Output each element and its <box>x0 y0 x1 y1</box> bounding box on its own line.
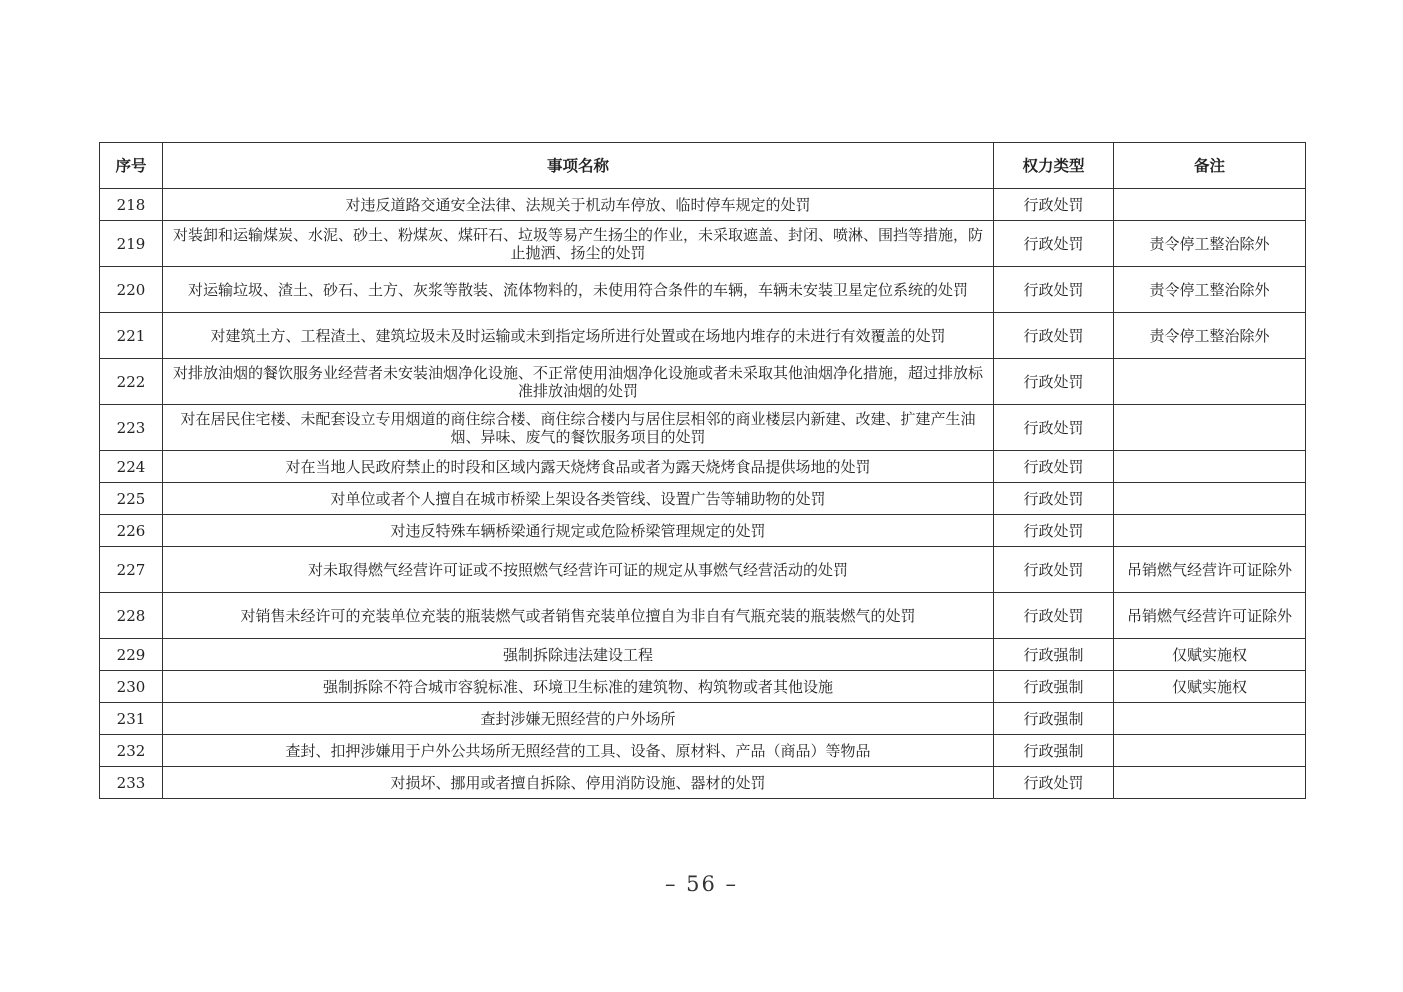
row-seq: 224 <box>100 451 163 483</box>
table-row <box>100 593 1306 639</box>
row-remarks <box>1114 405 1306 451</box>
row-remarks: 吊销燃气经营许可证除外 <box>1114 547 1306 593</box>
row-power-type: 行政处罚 <box>994 405 1114 451</box>
row-item-name: 对损坏、挪用或者擅自拆除、停用消防设施、器材的处罚 <box>163 767 994 799</box>
row-seq: 229 <box>100 639 163 671</box>
header-item-name: 事项名称 <box>163 143 994 189</box>
row-item-name: 对装卸和运输煤炭、水泥、砂土、粉煤灰、煤矸石、垃圾等易产生扬尘的作业，未采取遮盖、封闭、喷淋、围挡等措施，防止抛洒、扬尘的处罚 <box>163 221 994 267</box>
row-remarks: 责令停工整治除外 <box>1114 313 1306 359</box>
row-item-name: 对排放油烟的餐饮服务业经营者未安装油烟净化设施、不正常使用油烟净化设施或者未采取其他油烟净化措施，超过排放标准排放油烟的处罚 <box>163 359 994 405</box>
row-seq: 220 <box>100 267 163 313</box>
table-row <box>100 547 1306 593</box>
row-power-type: 行政强制 <box>994 639 1114 671</box>
row-remarks <box>1114 359 1306 405</box>
row-remarks <box>1114 735 1306 767</box>
row-seq: 230 <box>100 671 163 703</box>
row-item-name: 对建筑土方、工程渣土、建筑垃圾未及时运输或未到指定场所进行处置或在场地内堆存的未进行有效覆盖的处罚 <box>163 313 994 359</box>
row-item-name: 对运输垃圾、渣土、砂石、土方、灰浆等散装、流体物料的，未使用符合条件的车辆，车辆未安装卫星定位系统的处罚 <box>163 267 994 313</box>
table-row <box>100 767 1306 799</box>
table-row <box>100 189 1306 221</box>
row-seq: 218 <box>100 189 163 221</box>
table-row <box>100 671 1306 703</box>
row-power-type: 行政处罚 <box>994 313 1114 359</box>
row-remarks: 责令停工整治除外 <box>1114 221 1306 267</box>
items-table <box>99 142 1306 799</box>
row-seq: 233 <box>100 767 163 799</box>
row-power-type: 行政处罚 <box>994 767 1114 799</box>
row-item-name: 对在当地人民政府禁止的时段和区域内露天烧烤食品或者为露天烧烤食品提供场地的处罚 <box>163 451 994 483</box>
row-power-type: 行政处罚 <box>994 593 1114 639</box>
row-item-name: 对违反道路交通安全法律、法规关于机动车停放、临时停车规定的处罚 <box>163 189 994 221</box>
row-seq: 231 <box>100 703 163 735</box>
table-row <box>100 313 1306 359</box>
row-item-name: 对单位或者个人擅自在城市桥梁上架设各类管线、设置广告等辅助物的处罚 <box>163 483 994 515</box>
row-remarks <box>1114 189 1306 221</box>
row-power-type: 行政处罚 <box>994 515 1114 547</box>
row-item-name: 强制拆除违法建设工程 <box>163 639 994 671</box>
row-power-type: 行政处罚 <box>994 221 1114 267</box>
row-remarks: 仅赋实施权 <box>1114 639 1306 671</box>
table-row <box>100 359 1306 405</box>
table-row <box>100 703 1306 735</box>
table-row <box>100 221 1306 267</box>
row-seq: 232 <box>100 735 163 767</box>
row-remarks <box>1114 515 1306 547</box>
table-row <box>100 451 1306 483</box>
row-seq: 221 <box>100 313 163 359</box>
row-seq: 223 <box>100 405 163 451</box>
table-row <box>100 267 1306 313</box>
row-seq: 226 <box>100 515 163 547</box>
row-remarks: 仅赋实施权 <box>1114 671 1306 703</box>
table-row <box>100 735 1306 767</box>
row-remarks <box>1114 767 1306 799</box>
row-item-name: 对在居民住宅楼、未配套设立专用烟道的商住综合楼、商住综合楼内与居住层相邻的商业楼层内新建、改建、扩建产生油烟、异味、废气的餐饮服务项目的处罚 <box>163 405 994 451</box>
row-item-name: 对销售未经许可的充装单位充装的瓶装燃气或者销售充装单位擅自为非自有气瓶充装的瓶装燃气的处罚 <box>163 593 994 639</box>
header-remarks: 备注 <box>1114 143 1306 189</box>
row-remarks <box>1114 483 1306 515</box>
row-power-type: 行政强制 <box>994 703 1114 735</box>
row-seq: 227 <box>100 547 163 593</box>
row-remarks <box>1114 703 1306 735</box>
header-power-type: 权力类型 <box>994 143 1114 189</box>
row-seq: 222 <box>100 359 163 405</box>
page-number: – 56 – <box>664 872 739 896</box>
row-seq: 228 <box>100 593 163 639</box>
table-row <box>100 515 1306 547</box>
table-row <box>100 639 1306 671</box>
row-item-name: 对违反特殊车辆桥梁通行规定或危险桥梁管理规定的处罚 <box>163 515 994 547</box>
row-seq: 219 <box>100 221 163 267</box>
row-remarks: 吊销燃气经营许可证除外 <box>1114 593 1306 639</box>
row-power-type: 行政强制 <box>994 735 1114 767</box>
row-power-type: 行政处罚 <box>994 267 1114 313</box>
row-remarks: 责令停工整治除外 <box>1114 267 1306 313</box>
table-header-row <box>100 143 1306 189</box>
row-remarks <box>1114 451 1306 483</box>
row-item-name: 查封涉嫌无照经营的户外场所 <box>163 703 994 735</box>
row-item-name: 强制拆除不符合城市容貌标准、环境卫生标准的建筑物、构筑物或者其他设施 <box>163 671 994 703</box>
header-seq: 序号 <box>100 143 163 189</box>
row-power-type: 行政处罚 <box>994 189 1114 221</box>
row-item-name: 对未取得燃气经营许可证或不按照燃气经营许可证的规定从事燃气经营活动的处罚 <box>163 547 994 593</box>
row-power-type: 行政处罚 <box>994 359 1114 405</box>
row-power-type: 行政处罚 <box>994 451 1114 483</box>
table-row <box>100 405 1306 451</box>
row-seq: 225 <box>100 483 163 515</box>
table-row <box>100 483 1306 515</box>
row-power-type: 行政强制 <box>994 671 1114 703</box>
row-power-type: 行政处罚 <box>994 483 1114 515</box>
row-item-name: 查封、扣押涉嫌用于户外公共场所无照经营的工具、设备、原材料、产品（商品）等物品 <box>163 735 994 767</box>
row-power-type: 行政处罚 <box>994 547 1114 593</box>
